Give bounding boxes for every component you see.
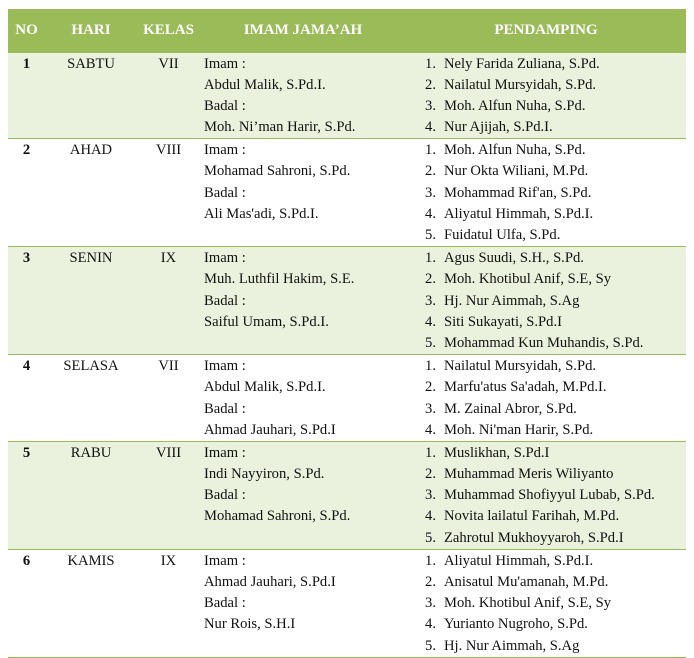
pendamping-name: Anisatul Mu'amanah, M.Pd. <box>444 574 609 590</box>
pendamping-number: 2. <box>425 466 436 483</box>
pendamping-name: Moh. Alfun Nuha, S.Pd. <box>444 97 586 114</box>
badal-label: Badal : <box>204 595 246 612</box>
pendamping-item <box>406 485 686 506</box>
imam-cell <box>200 139 406 247</box>
imam-name: Abdul Malik, S.Pd.I. <box>204 76 326 93</box>
pendamping-number: 4. <box>425 119 436 136</box>
pendamping-name: Novita lailatul Farihah, M.Pd. <box>444 508 620 525</box>
table-row <box>8 139 686 247</box>
row-class: VII <box>137 52 200 139</box>
pendamping-item <box>406 140 686 161</box>
row-day: KAMIS <box>45 549 137 657</box>
header-imam-jamaah: IMAM JAMA’AH <box>200 9 406 52</box>
pendamping-item <box>406 248 686 269</box>
table-header-row <box>8 9 686 52</box>
row-day: SELASA <box>45 355 137 442</box>
badal-name: Mohamad Sahroni, S.Pd. <box>204 508 351 525</box>
pendamping-item <box>406 117 686 138</box>
pendamping-name: Nur Okta Wiliani, M.Pd. <box>444 163 589 180</box>
table-row <box>8 52 686 139</box>
imam-cell <box>200 355 406 442</box>
pendamping-item <box>406 204 686 225</box>
pendamping-item <box>406 614 686 635</box>
pendamping-item <box>406 225 686 246</box>
pendamping-name: Moh. Khotibul Anif, S.E, Sy <box>444 595 612 612</box>
row-number: 4 <box>8 355 45 442</box>
pendamping-number: 4. <box>425 205 436 222</box>
imam-label: Imam : <box>204 444 246 461</box>
pendamping-item <box>406 464 686 485</box>
pendamping-cell <box>406 441 686 549</box>
table-row <box>8 247 686 355</box>
pendamping-item <box>406 54 686 75</box>
pendamping-number: 1. <box>425 55 436 72</box>
imam-label: Imam : <box>204 142 246 159</box>
badal-name: Moh. Ni’man Harir, S.Pd. <box>204 119 356 136</box>
pendamping-name: Siti Sukayati, S.Pd.I <box>444 313 562 330</box>
pendamping-name: Hj. Nur Aimmah, S.Ag <box>444 292 580 309</box>
pendamping-number: 5. <box>425 529 436 546</box>
table-row <box>8 549 686 657</box>
pendamping-name: Muhammad Shofiyyul Lubab, S.Pd. <box>444 487 655 504</box>
pendamping-number: 3. <box>425 595 436 612</box>
pendamping-name: Nailatul Mursyidah, S.Pd. <box>444 358 597 375</box>
pendamping-name: Hj. Nur Aimmah, S.Ag <box>444 637 580 654</box>
pendamping-cell <box>406 355 686 442</box>
imam-name: Ahmad Jauhari, S.Pd.I <box>204 574 336 590</box>
header-kelas: KELAS <box>137 9 200 52</box>
pendamping-name: M. Zainal Abror, S.Pd. <box>444 400 577 417</box>
pendamping-cell <box>406 52 686 139</box>
pendamping-number: 5. <box>425 227 436 243</box>
pendamping-number: 2. <box>425 76 436 93</box>
header-no: NO <box>8 9 45 52</box>
pendamping-number: 4. <box>425 313 436 330</box>
badal-label: Badal : <box>204 400 246 417</box>
pendamping-number: 1. <box>425 250 436 267</box>
pendamping-number: 5. <box>425 334 436 351</box>
pendamping-item <box>406 356 686 377</box>
pendamping-item <box>406 572 686 593</box>
pendamping-name: Marfu'atus Sa'adah, M.Pd.I. <box>444 379 607 396</box>
table-row <box>8 355 686 442</box>
imam-label: Imam : <box>204 358 246 375</box>
table-row <box>8 441 686 549</box>
pendamping-name: Muslikhan, S.Pd.I <box>444 444 550 461</box>
row-day: SENIN <box>45 247 137 355</box>
imam-cell <box>200 52 406 139</box>
pendamping-name: Moh. Khotibul Anif, S.E, Sy <box>444 271 612 288</box>
pendamping-name: Mohammad Rif'an, S.Pd. <box>444 184 592 201</box>
row-class: VII <box>137 355 200 442</box>
pendamping-name: Zahrotul Mukhoyyaroh, S.Pd.I <box>444 529 624 546</box>
row-class: VIII <box>137 441 200 549</box>
badal-label: Badal : <box>204 487 246 504</box>
pendamping-number: 4. <box>425 616 436 633</box>
pendamping-number: 1. <box>425 142 436 159</box>
pendamping-number: 2. <box>425 271 436 288</box>
badal-label: Badal : <box>204 184 246 201</box>
pendamping-item <box>406 399 686 420</box>
pendamping-item <box>406 291 686 312</box>
badal-name: Nur Rois, S.H.I <box>204 616 296 633</box>
pendamping-number: 4. <box>425 508 436 525</box>
row-class: IX <box>137 549 200 657</box>
pendamping-name: Moh. Ni'man Harir, S.Pd. <box>444 421 594 438</box>
pendamping-number: 4. <box>425 421 436 438</box>
badal-label: Badal : <box>204 97 246 114</box>
pendamping-item <box>406 593 686 614</box>
pendamping-item <box>406 269 686 290</box>
pendamping-number: 3. <box>425 487 436 504</box>
pendamping-item <box>406 161 686 182</box>
imam-label: Imam : <box>204 552 246 569</box>
row-class: IX <box>137 247 200 355</box>
imam-cell <box>200 247 406 355</box>
imam-label: Imam : <box>204 55 246 72</box>
imam-name: Abdul Malik, S.Pd.I. <box>204 379 326 396</box>
badal-name: Ahmad Jauhari, S.Pd.I <box>204 421 336 438</box>
pendamping-item <box>406 443 686 464</box>
row-number: 6 <box>8 549 45 657</box>
pendamping-item <box>406 312 686 333</box>
row-number: 3 <box>8 247 45 355</box>
imam-label: Imam : <box>204 250 246 267</box>
pendamping-item <box>406 551 686 572</box>
imam-cell <box>200 441 406 549</box>
pendamping-name: Muhammad Meris Wiliyanto <box>444 466 614 483</box>
pendamping-name: Mohammad Kun Muhandis, S.Pd. <box>444 334 644 351</box>
pendamping-name: Aliyatul Himmah, S.Pd.I. <box>444 205 594 222</box>
pendamping-number: 3. <box>425 184 436 201</box>
pendamping-name: Nailatul Mursyidah, S.Pd. <box>444 76 597 93</box>
pendamping-item <box>406 377 686 398</box>
pendamping-item <box>406 96 686 117</box>
pendamping-number: 3. <box>425 400 436 417</box>
imam-name: Indi Nayyiron, S.Pd. <box>204 466 325 483</box>
badal-label: Badal : <box>204 292 246 309</box>
pendamping-name: Yurianto Nugroho, S.Pd. <box>444 616 588 633</box>
badal-name: Saiful Umam, S.Pd.I. <box>204 313 329 330</box>
pendamping-number: 3. <box>425 292 436 309</box>
pendamping-cell <box>406 139 686 247</box>
imam-schedule-table <box>8 9 686 658</box>
pendamping-item <box>406 506 686 527</box>
imam-cell <box>200 549 406 657</box>
pendamping-name: Nur Ajijah, S.Pd.I. <box>444 119 553 136</box>
pendamping-item <box>406 636 686 657</box>
row-number: 2 <box>8 139 45 247</box>
row-number: 1 <box>8 52 45 139</box>
row-number: 5 <box>8 441 45 549</box>
pendamping-name: Agus Suudi, S.H., S.Pd. <box>444 250 584 267</box>
header-hari: HARI <box>45 9 137 52</box>
pendamping-number: 3. <box>425 97 436 114</box>
header-pendamping: PENDAMPING <box>406 9 686 52</box>
row-day: AHAD <box>45 139 137 247</box>
pendamping-cell <box>406 549 686 657</box>
pendamping-item <box>406 75 686 96</box>
row-day: SABTU <box>45 52 137 139</box>
row-class: VIII <box>137 139 200 247</box>
pendamping-name: Nely Farida Zuliana, S.Pd. <box>444 55 600 72</box>
pendamping-number: 1. <box>425 358 436 375</box>
pendamping-number: 5. <box>425 637 436 654</box>
pendamping-item <box>406 183 686 204</box>
pendamping-number: 2. <box>425 163 436 180</box>
imam-name: Muh. Luthfil Hakim, S.E. <box>204 271 355 288</box>
pendamping-cell <box>406 247 686 355</box>
pendamping-name: Fuidatul Ulfa, S.Pd. <box>444 227 561 243</box>
pendamping-name: Moh. Alfun Nuha, S.Pd. <box>444 142 586 159</box>
pendamping-item <box>406 528 686 549</box>
pendamping-item <box>406 420 686 441</box>
imam-name: Mohamad Sahroni, S.Pd. <box>204 163 351 180</box>
badal-name: Ali Mas'adi, S.Pd.I. <box>204 205 319 222</box>
pendamping-name: Aliyatul Himmah, S.Pd.I. <box>444 552 594 569</box>
pendamping-number: 2. <box>425 379 436 396</box>
pendamping-number: 1. <box>425 444 436 461</box>
pendamping-number: 1. <box>425 552 436 569</box>
row-day: RABU <box>45 441 137 549</box>
pendamping-number: 2. <box>425 574 436 590</box>
pendamping-item <box>406 333 686 354</box>
